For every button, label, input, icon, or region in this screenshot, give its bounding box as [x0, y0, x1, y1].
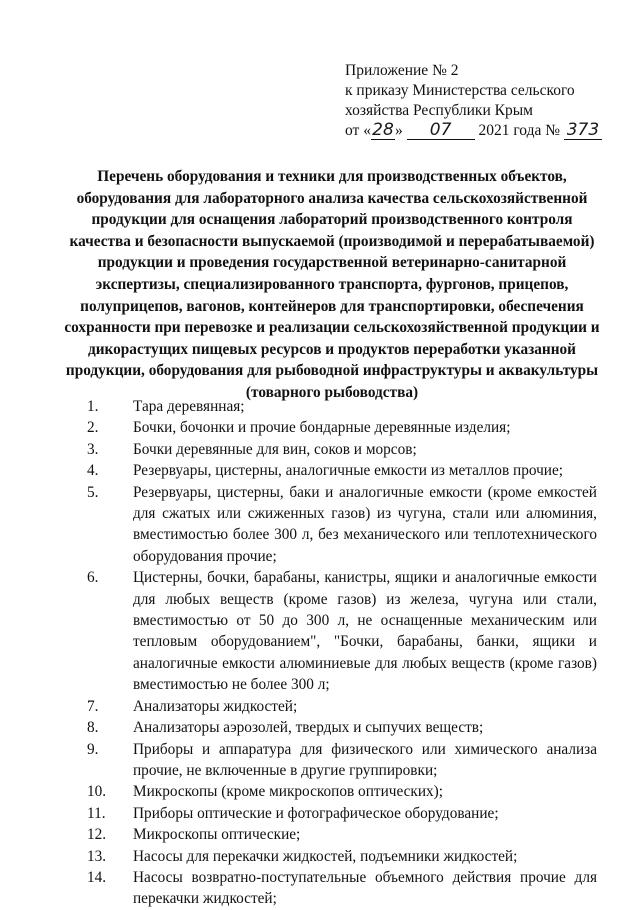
list-item-text: Резервуары, цистерны, баки и аналогичные емкости (кроме емкостей для сжатых или сжиженных газов) из чугуна, стали или алюминия, вместимостью более 300 л, без механического или теплотехнического оборудования прочие;	[133, 483, 597, 565]
list-item	[0, 717, 637, 738]
list-item-number: 6.	[87, 569, 99, 587]
list-item	[0, 781, 637, 802]
list-item	[0, 482, 637, 568]
order-number-field	[564, 122, 602, 140]
list-item-number: 12.	[87, 826, 107, 844]
list-item	[0, 696, 637, 717]
list-item-number: 14.	[87, 868, 107, 886]
order-reference: к приказу Министерства сельского	[345, 82, 575, 99]
list-item-text: Приборы оптические и фотографическое оборудование;	[133, 804, 499, 822]
list-item-number: 5.	[87, 483, 99, 501]
list-item	[0, 460, 637, 481]
list-item-text: Насосы для перекачки жидкостей, подъемники жидкостей;	[133, 847, 518, 865]
list-item-number: 4.	[87, 462, 99, 480]
list-item	[0, 739, 637, 782]
ministry-name: хозяйства Республики Крым	[345, 102, 533, 119]
list-item	[0, 867, 637, 910]
list-item-text: Микроскопы (кроме микроскопов оптических);	[133, 783, 444, 801]
list-item-text: Бочки деревянные для вин, соков и морсов;	[133, 440, 417, 458]
appendix-header	[345, 61, 625, 141]
list-item-number: 10.	[87, 783, 107, 801]
list-item-text: Бочки, бочонки и прочие бондарные деревянные изделия;	[133, 419, 511, 437]
list-item-number: 3.	[87, 440, 99, 458]
list-item-text: Анализаторы жидкостей;	[133, 697, 298, 715]
appendix-number: Приложение № 2	[345, 62, 459, 79]
list-item-number: 13.	[87, 847, 107, 865]
list-item	[0, 824, 637, 845]
date-day: 28	[372, 120, 394, 140]
list-item-text: Цистерны, бочки, барабаны, канистры, ящики и аналогичные емкости для любых веществ (кроме газов) из железа, чугуна или стали, вместимостью от 50 до 300 л, не оснащенные механическим или тепловым оборудованием", "Бочки, барабаны, банки, ящики и аналогичные емкости алюминиевые для любых веществ (кроме газов) вместимостью не более 300 л;	[133, 569, 597, 694]
list-item-number: 1.	[87, 398, 99, 415]
list-item-text: Резервуары, цистерны, аналогичные емкости из металлов прочие;	[133, 462, 564, 480]
date-month: 07	[429, 120, 452, 140]
equipment-list	[0, 396, 637, 910]
list-item	[0, 803, 637, 824]
list-item	[0, 846, 637, 867]
list-item-number: 9.	[87, 740, 99, 758]
list-item-number: 11.	[87, 804, 106, 822]
date-day-field	[371, 122, 395, 140]
list-item-number: 7.	[87, 697, 99, 715]
list-item	[0, 417, 637, 438]
order-number: 373	[566, 120, 600, 140]
list-item-text: Анализаторы аэрозолей, твердых и сыпучих веществ;	[133, 719, 484, 737]
list-item	[0, 439, 637, 460]
date-month-field	[407, 122, 475, 140]
list-item-text: Микроскопы оптические;	[133, 826, 301, 844]
order-date-line	[345, 121, 625, 141]
list-item	[0, 567, 637, 695]
date-prefix: от «	[345, 122, 371, 139]
list-item-number: 2.	[87, 419, 99, 437]
list-item-text: Приборы и аппаратура для физического или химического анализа прочие, не включенные в другие группировки;	[133, 740, 597, 779]
document-title: Перечень оборудования и техники для производственных объектов, оборудования для лабораторного анализа качества сельскохозяйственной продукции для оснащения лабораторий производственного контроля качества и безопасности выпускаемой (производимой и перерабатываемой) продукции и проведения государственной ветеринарно-санитарной экспертизы, специализированного транспорта, фургонов, прицепов, полуприцепов, вагонов, контейнеров для транспортировки, обеспечения сохранности при перевозке и реализации сельскохозяйственной продукции и дикорастущих пищевых ресурсов и продуктов переработки указанной продукции, оборудования для рыбоводной инфраструктуры и аквакультуры (товарного рыбоводства)	[64, 168, 600, 401]
list-item-number: 8.	[87, 719, 99, 737]
date-mid: »	[394, 122, 403, 139]
list-item-text: Тара деревянная;	[133, 398, 245, 415]
list-item-text: Насосы возвратно-поступательные объемного действия прочие для перекачки жидкостей;	[133, 868, 597, 908]
list-item	[0, 396, 637, 417]
date-year: 2021 года №	[478, 122, 561, 139]
